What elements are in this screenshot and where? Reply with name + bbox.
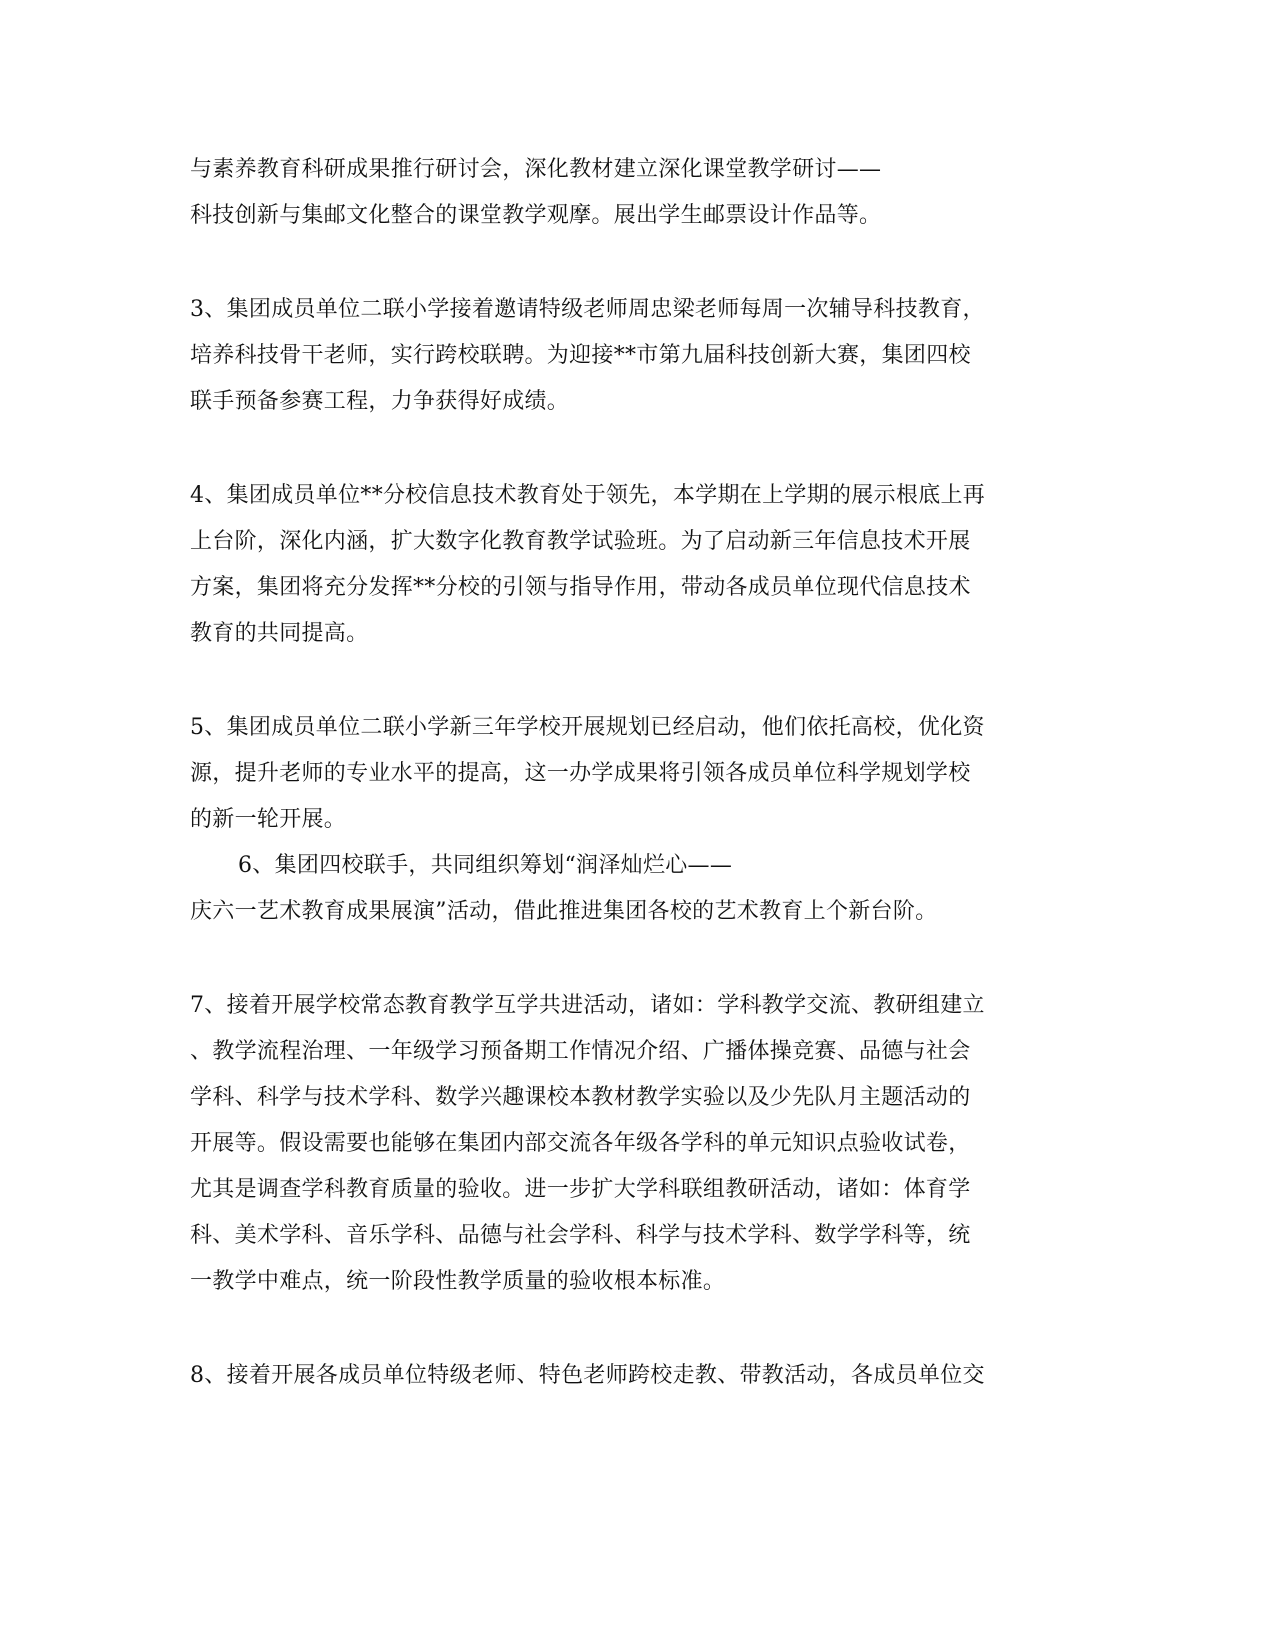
text-line: 3、集团成员单位二联小学接着邀请特级老师周忠梁老师每周一次辅导科技教育，: [190, 297, 985, 322]
text-line: 上台阶，深化内涵，扩大数字化教育教学试验班。为了启动新三年信息技术开展: [190, 529, 971, 554]
text-line: 科、美术学科、音乐学科、品德与社会学科、科学与技术学科、数学学科等，统: [190, 1223, 971, 1248]
text-line: 与素养教育科研成果推行研讨会，深化教材建立深化课堂教学研讨——: [190, 157, 882, 182]
text-line: 6、集团四校联手，共同组织筹划“润泽灿烂心——: [238, 853, 733, 878]
text-line: 教育的共同提高。: [190, 621, 369, 646]
text-line: 4、集团成员单位**分校信息技术教育处于领先，本学期在上学期的展示根底上再: [190, 483, 986, 508]
text-line: 学科、科学与技术学科、数学兴趣课校本教材教学实验以及少先队月主题活动的: [190, 1085, 971, 1110]
text-line: 、教学流程治理、一年级学习预备期工作情况介绍、广播体操竞赛、品德与社会: [190, 1039, 971, 1064]
text-line: 的新一轮开展。: [190, 807, 347, 832]
text-line: 联手预备参赛工程，力争获得好成绩。: [190, 389, 570, 414]
text-line: 开展等。假设需要也能够在集团内部交流各年级各学科的单元知识点验收试卷，: [190, 1131, 971, 1156]
text-line: 尤其是调查学科教育质量的验收。进一步扩大学科联组教研活动，诸如：体育学: [190, 1177, 971, 1202]
text-line: 一教学中难点，统一阶段性教学质量的验收根本标准。: [190, 1269, 726, 1294]
text-line: 源，提升老师的专业水平的提高，这一办学成果将引领各成员单位科学规划学校: [190, 761, 971, 786]
text-line: 庆六一艺术教育成果展演”活动，借此推进集团各校的艺术教育上个新台阶。: [190, 899, 938, 924]
text-line: 科技创新与集邮文化整合的课堂教学观摩。展出学生邮票设计作品等。: [190, 203, 882, 228]
text-line: 7、接着开展学校常态教育教学互学共进活动，诸如：学科教学交流、教研组建立: [190, 993, 985, 1018]
text-line: 培养科技骨干老师，实行跨校联聘。为迎接**市第九届科技创新大赛，集团四校: [190, 343, 971, 368]
text-line: 方案，集团将充分发挥**分校的引领与指导作用，带动各成员单位现代信息技术: [190, 575, 971, 600]
text-line: 8、接着开展各成员单位特级老师、特色老师跨校走教、带教活动，各成员单位交: [190, 1363, 985, 1388]
text-line: 5、集团成员单位二联小学新三年学校开展规划已经启动，他们依托高校，优化资: [190, 715, 985, 740]
